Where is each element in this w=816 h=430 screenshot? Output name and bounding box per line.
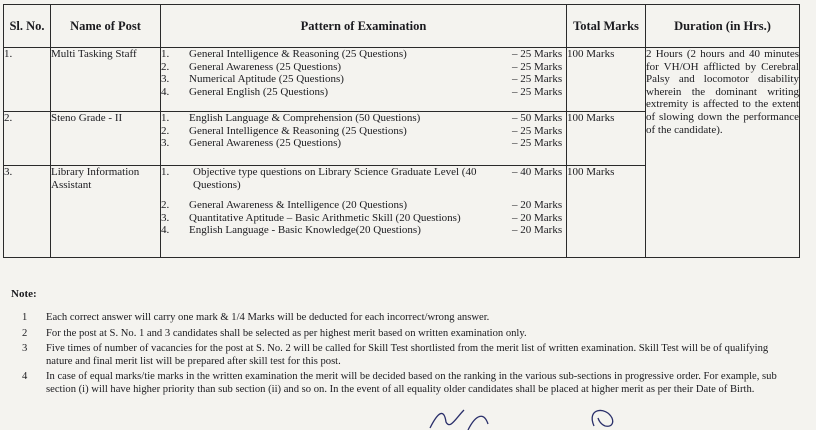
row-total-marks: 100 Marks	[567, 112, 646, 166]
item-marks: – 25 Marks	[512, 137, 563, 150]
pattern-item	[161, 125, 566, 138]
item-number: 3.	[161, 137, 170, 150]
pattern-item	[161, 166, 566, 191]
item-number: 4.	[161, 85, 170, 98]
item-marks: – 25 Marks	[512, 85, 563, 98]
item-text: General Awareness (25 Questions)	[189, 137, 342, 150]
row-sl: 2.	[4, 112, 51, 166]
row-total-marks: 100 Marks	[567, 48, 646, 112]
item-marks: – 50 Marks	[512, 112, 563, 124]
item-text: Quantitative Aptitude – Basic Arithmetic Skill (20 Questions)	[189, 211, 461, 224]
item-number: 1.	[161, 112, 170, 124]
note-number: 4	[22, 371, 28, 383]
item-text: General Awareness (25 Questions)	[189, 60, 342, 73]
item-marks: – 40 Marks	[512, 166, 563, 178]
row-pattern	[161, 48, 567, 112]
table-header-row	[4, 5, 800, 48]
item-marks: – 25 Marks	[512, 60, 563, 73]
duration-cell: 2 Hours (2 hours and 40 minutes for VH/OH afflicted by Cerebral Palsy and locomotor disability wherein the dominant writing extremity is affected to the extent of slowing down the performance of the candidate).	[646, 48, 800, 258]
item-number: 4.	[161, 224, 170, 237]
item-text: General Awareness & Intelligence (20 Questions)	[189, 199, 408, 212]
table-row	[4, 48, 800, 112]
item-text: Objective type questions on Library Science Graduate Level (40 Questions)	[193, 166, 477, 191]
pattern-item	[161, 212, 566, 225]
note-text: Each correct answer will carry one mark & 1/4 Marks will be deducted for each incorrect/wrong answer.	[46, 312, 490, 323]
note-number: 3	[22, 343, 28, 355]
item-number: 2.	[161, 199, 170, 212]
item-gap	[161, 191, 566, 199]
signature-marks	[380, 404, 680, 430]
row-pattern	[161, 166, 567, 258]
row-post-name: Library Information Assistant	[51, 166, 161, 258]
row-sl: 1.	[4, 48, 51, 112]
exam-pattern-table	[3, 4, 800, 258]
header-sl-no: Sl. No.	[4, 5, 51, 48]
header-name-of-post: Name of Post	[51, 5, 161, 48]
note-item	[22, 343, 782, 368]
note-text: In case of equal marks/tie marks in the written examination the merit will be decided based on the ranking in the various sub-sections in progressive order. For example, sub section (i) will have higher priority than sub section (ii) and so on. In the event of all equality older candidates shall be placed at higher merit as per their Date of Birth.	[46, 371, 777, 395]
note-heading: Note:	[11, 288, 37, 300]
item-number: 3.	[161, 73, 170, 86]
pattern-item	[161, 86, 566, 99]
row-pattern	[161, 112, 567, 166]
note-text: For the post at S. No. 1 and 3 candidates shall be selected as per highest merit based on written examination only.	[46, 327, 527, 339]
item-marks: – 25 Marks	[512, 48, 563, 60]
header-duration: Duration (in Hrs.)	[646, 5, 800, 48]
pattern-item	[161, 61, 566, 74]
pattern-item	[161, 48, 566, 61]
item-number: 2.	[161, 124, 170, 137]
item-text: General English (25 Questions)	[189, 85, 328, 98]
note-number: 2	[22, 327, 28, 339]
header-pattern: Pattern of Examination	[161, 5, 567, 48]
item-marks: – 20 Marks	[512, 211, 563, 224]
item-text: General Intelligence & Reasoning (25 Questions)	[189, 48, 407, 60]
pattern-item	[161, 137, 566, 150]
item-marks: – 25 Marks	[512, 124, 563, 137]
note-item	[22, 312, 782, 325]
item-text: English Language & Comprehension (50 Questions)	[189, 112, 421, 124]
note-item	[22, 328, 782, 341]
item-text: English Language - Basic Knowledge(20 Questions)	[189, 224, 421, 237]
pattern-item	[161, 224, 566, 237]
note-text: Five times of number of vacancies for the post at S. No. 2 will be called for Skill Test shortlisted from the merit list of written examination. Skill Test will be of qualifying nature and final merit list will be prepared after skill test for this post.	[46, 343, 769, 367]
item-number: 1.	[161, 48, 170, 60]
note-item	[22, 371, 782, 396]
pattern-item	[161, 199, 566, 212]
item-text: Numerical Aptitude (25 Questions)	[189, 73, 344, 86]
item-marks: – 20 Marks	[512, 224, 563, 237]
notes-list	[22, 312, 782, 400]
item-number: 3.	[161, 211, 170, 224]
row-sl: 3.	[4, 166, 51, 258]
header-total-marks: Total Marks	[567, 5, 646, 48]
row-total-marks: 100 Marks	[567, 166, 646, 258]
item-number: 1.	[161, 166, 170, 178]
row-post-name: Multi Tasking Staff	[51, 48, 161, 112]
item-text: General Intelligence & Reasoning (25 Questions)	[189, 124, 407, 137]
note-number: 1	[22, 312, 28, 323]
row-post-name: Steno Grade - II	[51, 112, 161, 166]
item-number: 2.	[161, 60, 170, 73]
pattern-item	[161, 112, 566, 125]
pattern-item	[161, 73, 566, 86]
item-marks: – 25 Marks	[512, 73, 563, 86]
item-marks: – 20 Marks	[512, 199, 563, 212]
